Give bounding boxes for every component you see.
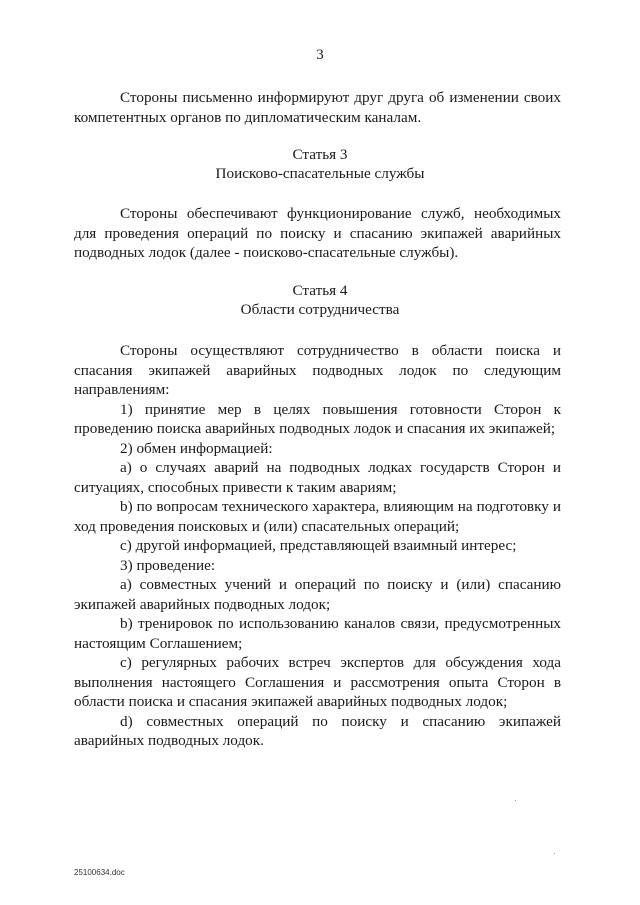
intro-paragraph: Стороны письменно информируют друг друга об изменении своих компетентных органов по дипломатическим каналам.: [74, 89, 561, 126]
article-3-paragraph: Стороны обеспечивают функционирование служб, необходимых для проведения операций по поиску и спасанию экипажей аварийных подводных лодок (далее - поисково-спасательные службы).: [74, 205, 561, 261]
article-4-item-3b: b) тренировок по использованию каналов связи, предусмотренных настоящим Соглашением;: [74, 615, 561, 652]
footer-file-code: 25100634.doc: [74, 868, 125, 877]
article-4-item-1: 1) принятие мер в целях повышения готовности Сторон к проведению поиска аварийных подводных лодок и спасания их экипажей;: [74, 400, 561, 437]
article-3-number: Статья 3: [292, 146, 348, 163]
page-number: 3: [316, 47, 324, 63]
article-4-item-3: 3) проведение:: [120, 556, 216, 574]
article-4-item-2: 2) обмен информацией:: [120, 439, 273, 457]
article-3-body: [74, 204, 561, 263]
article-4-title: Области сотрудничества: [240, 301, 400, 318]
article-4-item-2c: c) другой информацией, представляющей взаимный интерес;: [120, 537, 517, 554]
article-4-item-2b: b) по вопросам технического характера, влияющим на подготовку и ход проведения поисковых и (или) спасательных операций;: [74, 498, 561, 535]
article-4-number: Статья 4: [292, 282, 348, 299]
article-3-title: Поисково-спасательные службы: [215, 165, 425, 182]
article-4-paragraph-intro: Стороны осуществляют сотрудничество в области поиска и спасания экипажей аварийных подводных лодок по следующим направлениям:: [74, 342, 561, 398]
article-4-item-3a: a) совместных учений и операций по поиску и (или) спасанию экипажей аварийных подводных лодок;: [74, 576, 561, 613]
scan-speck: [554, 853, 555, 854]
article-4-item-2a: a) о случаях аварий на подводных лодках государств Сторон и ситуациях, способных привести к таким авариям;: [74, 459, 561, 496]
article-4-body: [74, 341, 561, 751]
article-4-item-3c: c) регулярных рабочих встреч экспертов для обсуждения хода выполнения настоящего Соглашения и рассмотрения опыта Сторон в области поиска и спасания экипажей аварийных подводных лодок;: [74, 654, 561, 710]
scan-speck: [515, 800, 516, 801]
intro-section: [74, 88, 561, 127]
article-4-item-3d: d) совместных операций по поиску и спасанию экипажей аварийных подводных лодок.: [74, 712, 561, 749]
